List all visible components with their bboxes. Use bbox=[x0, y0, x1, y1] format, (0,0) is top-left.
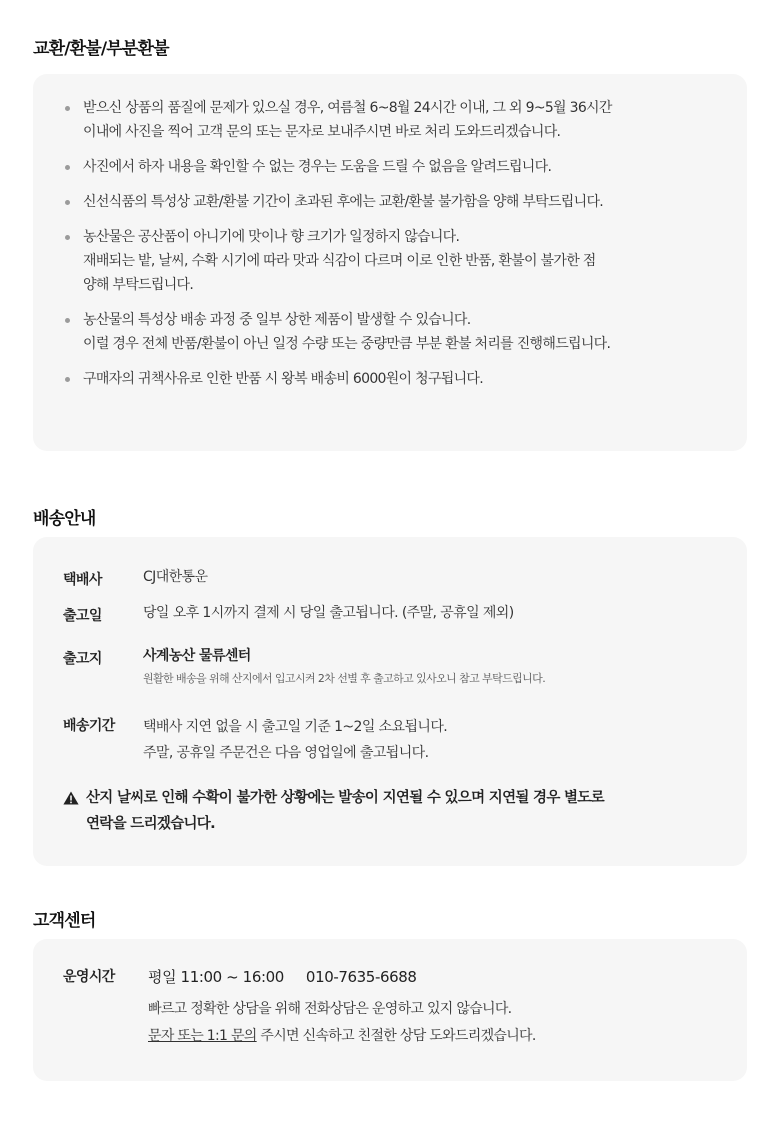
operating-hours-label: 운영시간 bbox=[63, 969, 115, 985]
origin-value-block bbox=[143, 645, 545, 688]
courier-value: CJ대한통운 bbox=[143, 569, 208, 585]
bullet-dot-icon bbox=[65, 377, 70, 382]
bullet-dot-icon bbox=[65, 200, 70, 205]
bullet-dot-icon bbox=[65, 165, 70, 170]
notice-text-line: 재배되는 밭, 날씨, 수확 시기에 따라 맛과 식감이 다르며 이로 인한 반품, 환불이 불가한 점 bbox=[83, 253, 596, 269]
release-date-label: 출고일 bbox=[63, 608, 102, 624]
notice-text-line: 사진에서 하자 내용을 확인할 수 없는 경우는 도움을 드릴 수 없음을 알려드립니다. bbox=[83, 159, 552, 175]
delivery-period-line2: 주말, 공휴일 주문건은 다음 영업일에 출고됩니다. bbox=[143, 745, 429, 761]
inquiry-note bbox=[148, 1025, 536, 1045]
delivery-period-label: 배송기간 bbox=[63, 718, 115, 734]
notice-text-line: 농산물의 특성상 배송 과정 중 일부 상한 제품이 발생할 수 있습니다. bbox=[83, 312, 471, 328]
operating-hours-value: 평일 11:00 ~ 16:00 bbox=[148, 968, 284, 986]
notice-text-line: 농산물은 공산품이 아니기에 맛이나 향 크기가 일정하지 않습니다. bbox=[83, 229, 460, 245]
phone-number[interactable]: 010-7635-6688 bbox=[305, 968, 417, 986]
notice-text-line: 이럴 경우 전체 반품/환불이 아닌 일정 수량 또는 중량만큼 부분 환불 처리를 진행해드립니다. bbox=[83, 336, 611, 352]
origin-note: 원활한 배송을 위해 산지에서 입고시켜 2차 선별 후 출고하고 있사오니 참고 부탁드립니다. bbox=[143, 672, 546, 685]
exchange-notice-item bbox=[63, 96, 727, 144]
release-date-value: 당일 오후 1시까지 결제 시 당일 출고됩니다. (주말, 공휴일 제외) bbox=[143, 605, 514, 621]
notice-text-line: 양해 부탁드립니다. bbox=[83, 277, 194, 293]
warning-line2: 연락을 드리겠습니다. bbox=[86, 816, 215, 832]
exchange-notice-item bbox=[63, 190, 727, 214]
notice-text-line: 이내에 사진을 찍어 고객 문의 또는 문자로 보내주시면 바로 처리 도와드리겠습니다. bbox=[83, 124, 561, 140]
shipping-section-title: 배송안내 bbox=[33, 509, 96, 529]
warning-triangle-icon bbox=[63, 791, 79, 805]
customer-section-title: 고객센터 bbox=[33, 911, 96, 931]
exchange-notice-item bbox=[63, 367, 727, 391]
inquiry-link[interactable]: 문자 또는 1:1 문의 bbox=[148, 1028, 257, 1044]
bullet-dot-icon bbox=[65, 235, 70, 240]
notice-text-line: 신선식품의 특성상 교환/환불 기간이 초과된 후에는 교환/환불 불가함을 양해 부탁드립니다. bbox=[83, 194, 604, 210]
shipping-delay-warning bbox=[63, 785, 604, 837]
exchange-section-title: 교환/환불/부분환불 bbox=[33, 39, 169, 59]
shipping-card bbox=[33, 537, 747, 866]
bullet-dot-icon bbox=[65, 106, 70, 111]
courier-label: 택배사 bbox=[63, 572, 102, 588]
notice-text-line: 받으신 상품의 품질에 문제가 있으실 경우, 여름철 6~8월 24시간 이내, 그 외 9~5월 36시간 bbox=[83, 100, 612, 116]
bullet-dot-icon bbox=[65, 318, 70, 323]
warning-line1: 산지 날씨로 인해 수확이 불가한 상황에는 발송이 지연될 수 있으며 지연될 경우 별도로 bbox=[86, 790, 604, 806]
delivery-period-line1: 택배사 지연 없을 시 출고일 기준 1~2일 소요됩니다. bbox=[143, 719, 448, 735]
origin-label: 출고지 bbox=[63, 651, 102, 667]
inquiry-note-rest: 주시면 신속하고 친절한 상담 도와드리겠습니다. bbox=[256, 1028, 536, 1044]
delivery-period-value bbox=[143, 712, 447, 768]
notice-text-line: 구매자의 귀책사유로 인한 반품 시 왕복 배송비 6000원이 청구됩니다. bbox=[83, 371, 484, 387]
exchange-notice-list bbox=[33, 74, 747, 391]
phone-consult-note: 빠르고 정확한 상담을 위해 전화상담은 운영하고 있지 않습니다. bbox=[148, 1001, 512, 1017]
exchange-notice-item bbox=[63, 308, 727, 356]
exchange-notice-item bbox=[63, 155, 727, 179]
customer-card bbox=[33, 939, 747, 1081]
origin-value: 사계농산 물류센터 bbox=[143, 648, 251, 664]
exchange-notice-item bbox=[63, 225, 727, 297]
exchange-card bbox=[33, 74, 747, 451]
operating-hours-row bbox=[148, 966, 417, 987]
